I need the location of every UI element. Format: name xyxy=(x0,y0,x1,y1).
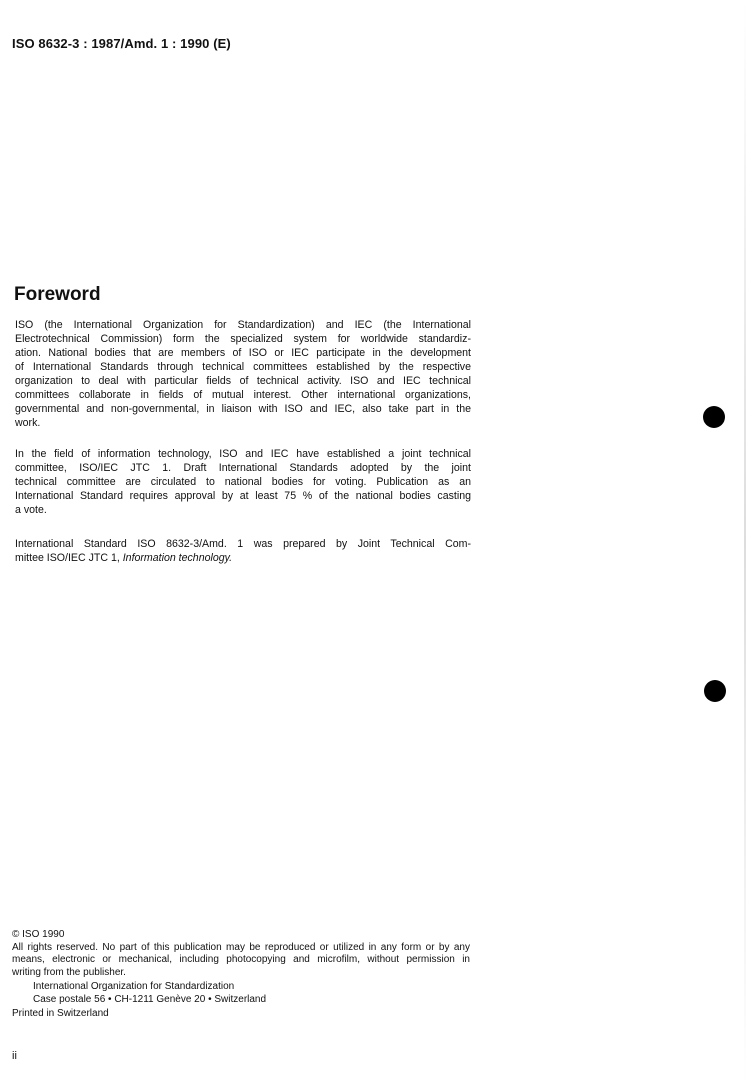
organization-name: International Organization for Standardization xyxy=(33,981,235,992)
section-title: Foreword xyxy=(14,284,101,305)
text-line: International Standard requires approval by at least 75 % of the national bodies casting xyxy=(15,490,471,502)
text-line: committee, ISO/IEC JTC 1. Draft International Standards adopted by the joint xyxy=(15,462,471,474)
paragraph-3 xyxy=(15,537,471,565)
page-number: ii xyxy=(12,1050,17,1062)
text-line: ation. National bodies that are members of ISO or IEC participate in the development xyxy=(15,347,471,359)
text-line xyxy=(15,551,471,565)
organization-address: Case postale 56 • CH-1211 Genève 20 • Switzerland xyxy=(33,993,267,1005)
copyright-line: © ISO 1990 xyxy=(12,929,65,940)
document-header: ISO 8632-3 : 1987/Amd. 1 : 1990 (E) xyxy=(12,36,231,51)
text-line: ISO (the International Organization for Standardization) and IEC (the International xyxy=(15,319,471,331)
text: mittee ISO/IEC JTC 1, xyxy=(15,552,123,564)
paragraph-2 xyxy=(15,447,471,517)
punch-hole-icon xyxy=(704,680,726,702)
text-line: work. xyxy=(15,417,41,429)
text-line: of International Standards through technical committees established by the respective xyxy=(15,361,471,373)
paragraph-1 xyxy=(15,318,471,430)
text-line: All rights reserved. No part of this publication may be reproduced or utilized in any form or by any xyxy=(12,941,470,953)
text-line: committees collaborate in fields of mutual interest. Other international organizations, xyxy=(15,389,471,401)
text-line: Electrotechnical Commission) form the specialized system for worldwide standardiz- xyxy=(15,333,471,345)
text-line: technical committee are circulated to national bodies for voting. Publication as an xyxy=(15,476,471,488)
text-line: In the field of information technology, ISO and IEC have established a joint technical xyxy=(15,448,471,460)
copyright-block xyxy=(12,929,470,1021)
text-line: governmental and non-governmental, in liaison with ISO and IEC, also take part in the xyxy=(15,403,471,415)
committee-title: Information technology. xyxy=(122,552,233,564)
printed-in: Printed in Switzerland xyxy=(12,1008,109,1019)
text-line: organization to deal with particular fields of technical activity. ISO and IEC technical xyxy=(15,375,471,387)
text-line: a vote. xyxy=(15,504,47,516)
text-line: means, electronic or mechanical, including photocopying and microfilm, without permission in xyxy=(12,954,470,965)
text-line: International Standard ISO 8632-3/Amd. 1 was prepared by Joint Technical Com- xyxy=(15,538,471,550)
punch-hole-icon xyxy=(703,406,725,428)
text-line: writing from the publisher. xyxy=(12,966,126,978)
